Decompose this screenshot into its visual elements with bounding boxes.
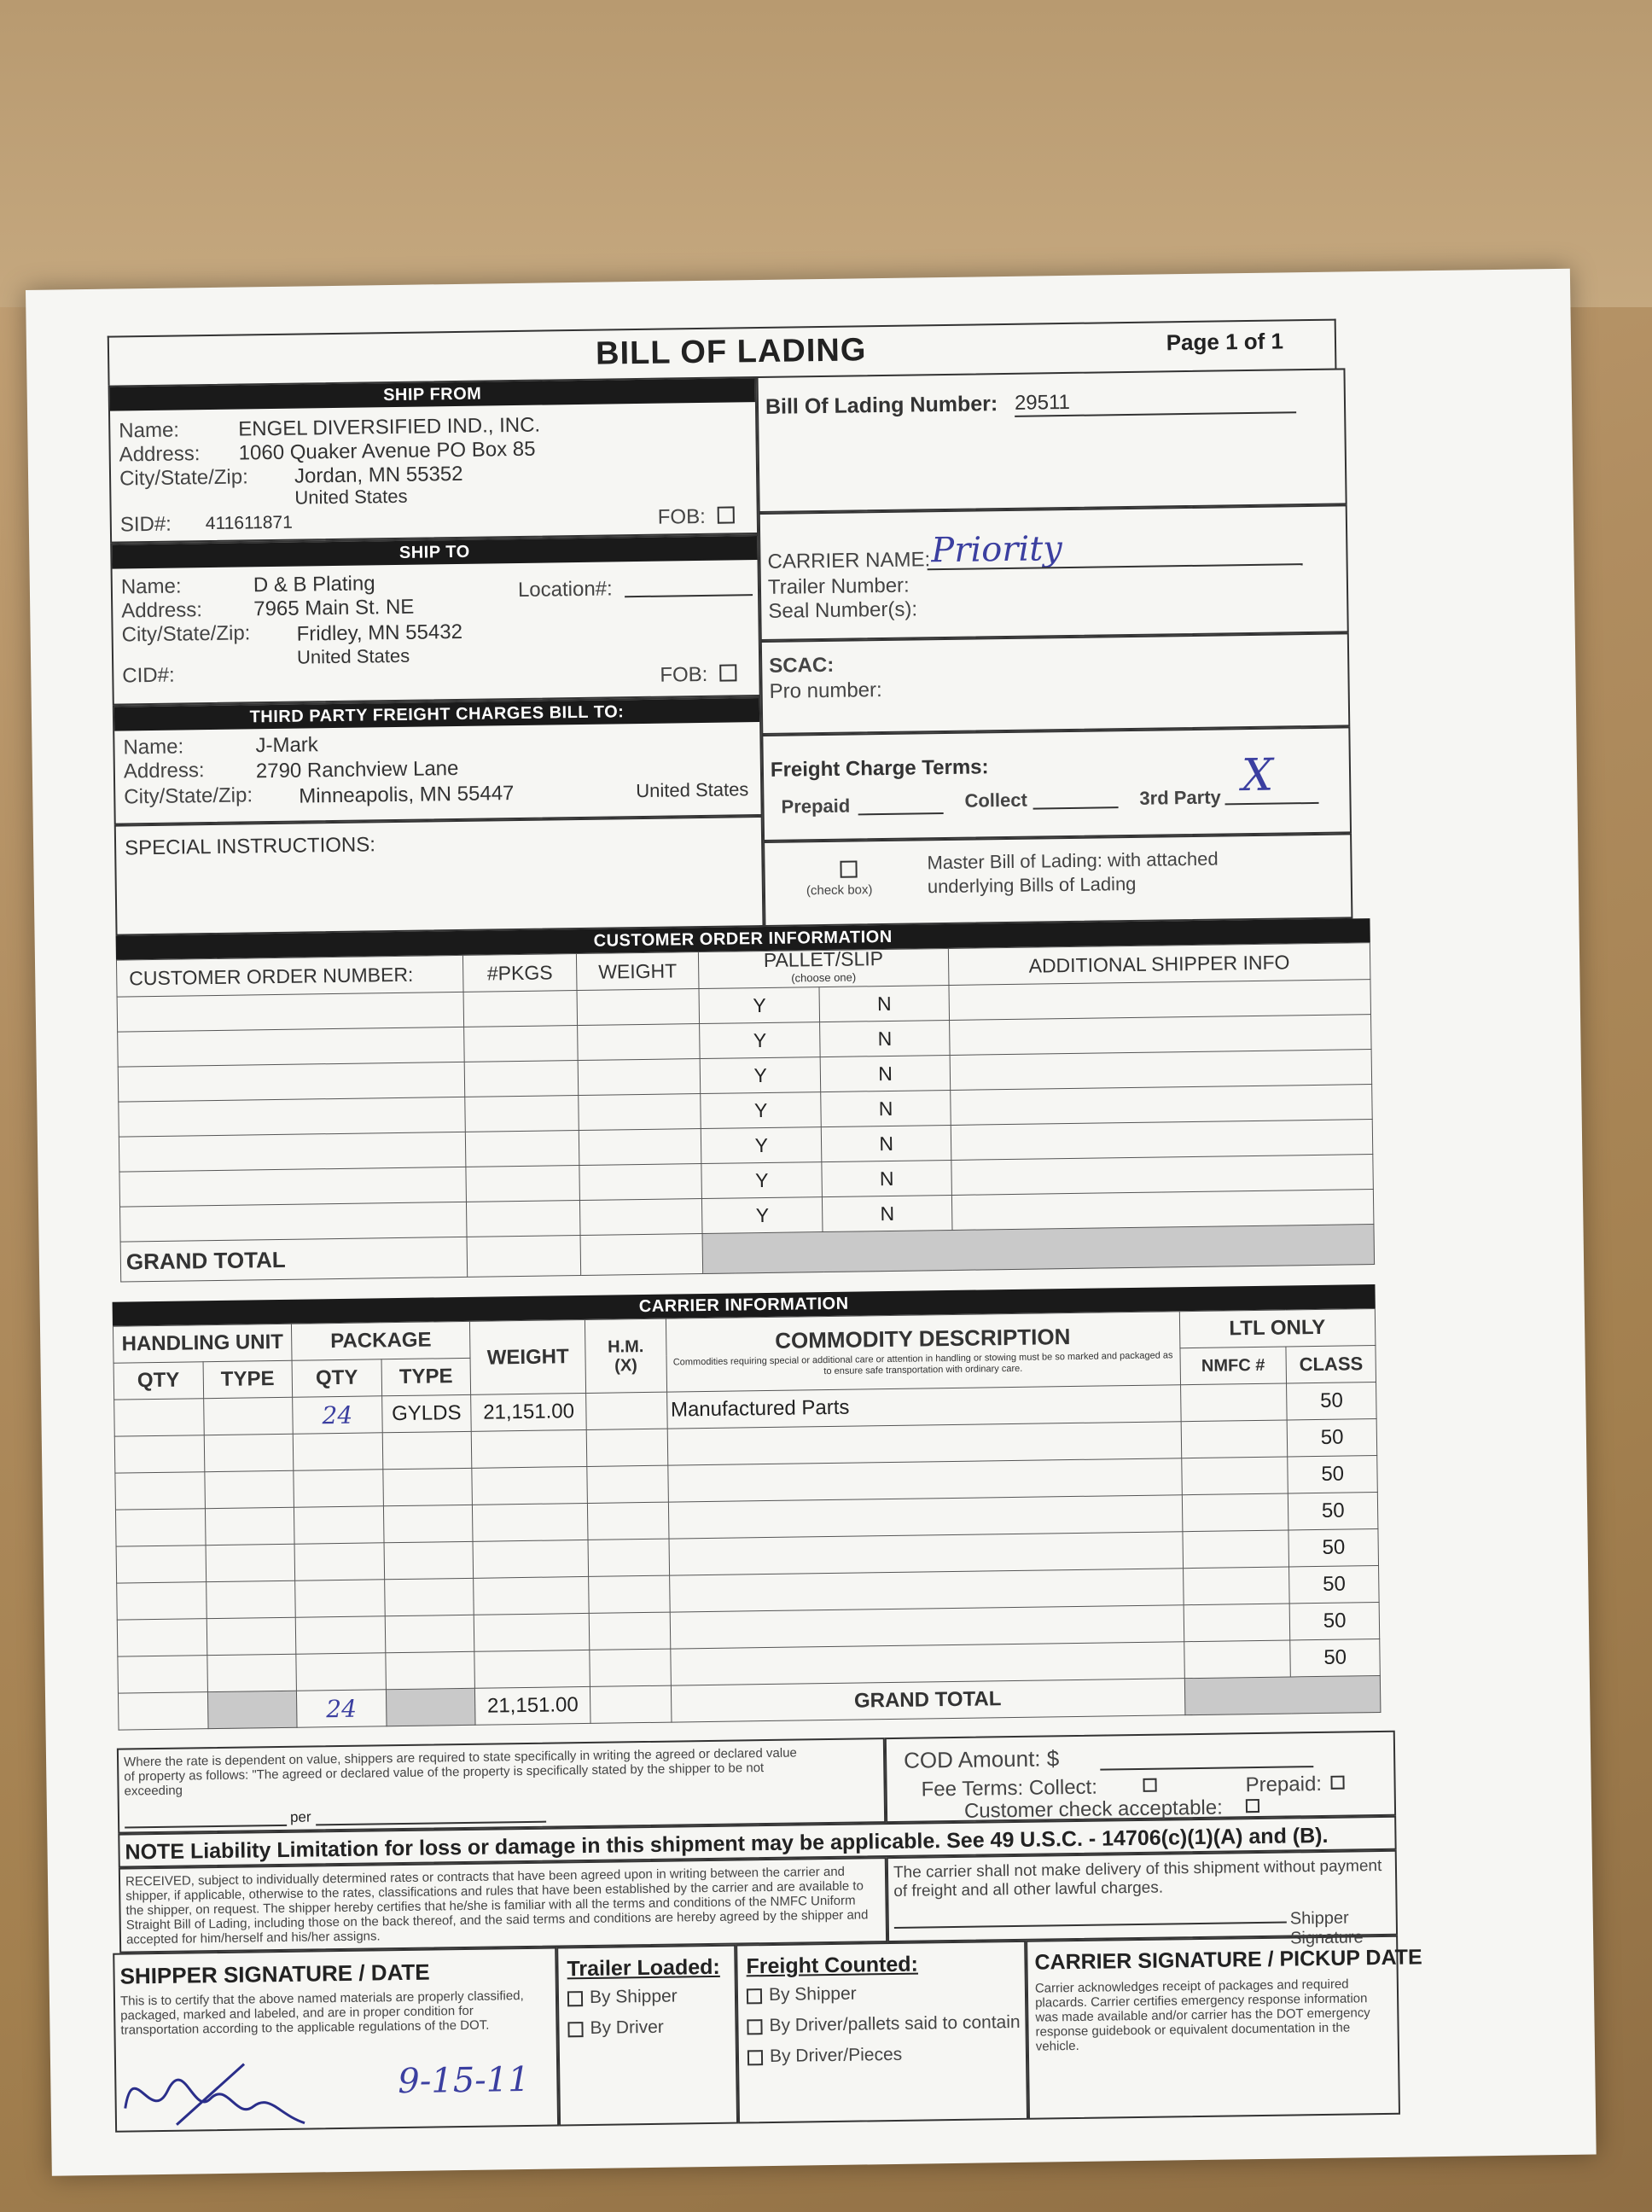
pallet-yes[interactable]: Y [701, 1092, 822, 1129]
weight-cell[interactable] [577, 989, 700, 1026]
hu-type-header: TYPE [203, 1360, 293, 1398]
hm-cell[interactable] [586, 1429, 667, 1466]
shipper-signature-title: SHIPPER SIGNATURE / DATE [119, 1959, 430, 1989]
pkg-type-cell[interactable]: GYLDS [381, 1394, 471, 1432]
pkg-qty-cell[interactable] [296, 1653, 386, 1691]
pkg-type-cell[interactable] [384, 1578, 474, 1615]
ship-to-name: D & B Plating [253, 572, 375, 597]
counted-by-shipper-label: By Shipper [768, 1983, 857, 2005]
pallet-no[interactable]: N [821, 1090, 951, 1126]
shipper-signature-section [113, 1947, 559, 2133]
order-number-cell[interactable] [118, 1027, 465, 1067]
pkg-qty-cell[interactable] [294, 1470, 383, 1507]
hu-type-cell[interactable] [206, 1617, 296, 1655]
special-instructions-section [114, 816, 765, 936]
hm-cell[interactable] [588, 1502, 669, 1540]
bill-of-lading-sheet [26, 269, 1597, 2176]
total-pkgs-cell[interactable] [467, 1236, 581, 1278]
weight-cell[interactable] [578, 1024, 701, 1061]
carrier-signature-section [1026, 1936, 1422, 2120]
pkgs-cell[interactable] [464, 1061, 579, 1097]
class-header: CLASS [1286, 1346, 1376, 1383]
pallet-no[interactable]: N [820, 1020, 950, 1057]
received-section [119, 1857, 887, 1953]
nmfc-cell[interactable] [1182, 1493, 1288, 1532]
weight-cell[interactable] [579, 1094, 701, 1131]
cod-section [885, 1731, 1396, 1823]
trailer-loaded-title: Trailer Loaded: [567, 1954, 720, 1982]
pkgs-cell[interactable] [465, 1131, 579, 1167]
hm-cell[interactable] [589, 1612, 670, 1650]
hu-qty-cell[interactable] [114, 1399, 204, 1436]
pkg-qty-cell[interactable] [293, 1433, 382, 1470]
prepaid-label: Prepaid [781, 795, 851, 818]
pkg-type-cell[interactable] [384, 1541, 474, 1579]
grand-total-shaded [702, 1225, 1375, 1274]
pkgs-cell[interactable] [464, 1026, 579, 1062]
hu-qty-cell[interactable] [117, 1582, 206, 1620]
hu-type-cell[interactable] [206, 1654, 296, 1691]
nmfc-cell[interactable] [1184, 1640, 1290, 1679]
cod-amount-label: COD Amount: $ [903, 1745, 1060, 1773]
order-number-cell[interactable] [119, 1097, 466, 1137]
ship-from-section [108, 376, 759, 544]
pallet-yes[interactable]: Y [701, 1162, 823, 1199]
third-party-csz-label: City/State/Zip: [124, 783, 253, 809]
shipper-info-cell[interactable] [951, 1155, 1374, 1196]
carrier-weight-header: WEIGHT [470, 1319, 586, 1394]
pallet-no[interactable]: N [819, 985, 949, 1022]
order-number-cell[interactable] [118, 1062, 465, 1102]
pkg-type-cell[interactable] [385, 1615, 474, 1652]
total-ltl-shaded [1184, 1675, 1381, 1714]
page-indicator: Page 1 of 1 [1166, 328, 1284, 356]
shipper-signature-scribble [116, 2036, 391, 2133]
pkgs-header: #PKGS [462, 954, 577, 992]
pallet-yes[interactable]: Y [699, 987, 820, 1024]
total-hu-qty[interactable] [118, 1692, 207, 1730]
pkg-type-cell[interactable] [382, 1468, 472, 1505]
pkgs-cell[interactable] [465, 1096, 579, 1132]
fee-collect-checkbox[interactable] [1143, 1778, 1156, 1792]
third-party-name: J-Mark [255, 733, 318, 758]
ship-from-country: United States [294, 485, 408, 509]
ship-to-csz: Fridley, MN 55432 [296, 620, 463, 646]
shipper-info-cell[interactable] [949, 1015, 1371, 1056]
trailer-by-shipper-label: By Shipper [589, 1986, 678, 2007]
pkgs-cell[interactable] [466, 1201, 580, 1237]
customer-order-table [116, 942, 1375, 1282]
pallet-no[interactable]: N [823, 1195, 952, 1231]
ship-from-bar: SHIP FROM [110, 378, 755, 411]
total-hm [590, 1685, 672, 1723]
hm-cell[interactable] [588, 1539, 669, 1576]
floor-upper [0, 0, 1652, 307]
counted-by-shipper-checkbox[interactable] [747, 1988, 762, 2004]
pallet-slip-header [698, 948, 948, 988]
class-cell[interactable]: 50 [1288, 1529, 1378, 1567]
carrier-info-table [113, 1308, 1381, 1731]
fee-terms-collect-label: Fee Terms: Collect: [921, 1775, 1098, 1802]
pkg-qty-cell[interactable] [294, 1543, 384, 1580]
ship-to-address-label: Address: [121, 598, 203, 623]
trailer-by-driver-label: By Driver [590, 2017, 664, 2038]
ship-from-name-label: Name: [119, 418, 180, 443]
bol-number-section [756, 368, 1347, 513]
carrier-grand-total-label: GRAND TOTAL [671, 1679, 1184, 1722]
weight-cell[interactable] [579, 1199, 702, 1236]
order-number-cell[interactable] [119, 1132, 466, 1172]
nmfc-cell[interactable] [1181, 1457, 1288, 1495]
weight-cell[interactable] [474, 1613, 590, 1651]
ship-from-name: ENGEL DIVERSIFIED IND., INC. [238, 413, 541, 441]
hu-type-cell[interactable] [206, 1544, 295, 1581]
weight-cell[interactable] [473, 1540, 589, 1578]
collect-label: Collect [964, 789, 1027, 812]
ship-to-address: 7965 Main St. NE [253, 595, 415, 621]
pkg-qty-cell[interactable]: 24 [293, 1396, 382, 1434]
weight-cell[interactable] [473, 1503, 589, 1541]
customer-check-checkbox[interactable] [1246, 1799, 1259, 1813]
additional-shipper-info-header: ADDITIONAL SHIPPER INFO [948, 943, 1370, 986]
carrier-name-section [759, 504, 1349, 641]
pallet-yes[interactable]: Y [701, 1127, 822, 1164]
carrier-info-bar: CARRIER INFORMATION [113, 1284, 1376, 1326]
shipper-signature-line[interactable] [894, 1922, 1287, 1929]
ship-from-address-label: Address: [119, 442, 201, 467]
total-pkg-qty[interactable]: 24 [297, 1690, 387, 1727]
freight-counted-title: Freight Counted: [746, 1952, 919, 1979]
document-title: BILL OF LADING [595, 332, 867, 372]
location-label: Location#: [517, 577, 613, 602]
freight-terms-section [761, 726, 1352, 841]
customer-order-bar: CUSTOMER ORDER INFORMATION [116, 918, 1370, 960]
nmfc-cell[interactable] [1180, 1383, 1287, 1422]
customer-order-number-header: CUSTOMER ORDER NUMBER: [116, 955, 463, 997]
bol-number-label: Bill Of Lading Number: [765, 392, 998, 419]
pallet-no[interactable]: N [822, 1160, 951, 1196]
order-number-cell[interactable] [120, 1202, 468, 1242]
ship-from-fob-checkbox[interactable] [718, 506, 735, 523]
carrier-signature-title: CARRIER SIGNATURE / PICKUP DATE [1034, 1945, 1422, 1975]
weight-cell[interactable] [471, 1429, 587, 1468]
hu-qty-header: QTY [113, 1362, 203, 1400]
trailer-by-shipper-checkbox[interactable] [567, 1991, 583, 2006]
declared-value-section [117, 1738, 886, 1834]
scac-label: SCAC: [769, 653, 835, 678]
ship-to-csz-label: City/State/Zip: [121, 621, 251, 647]
third-party-terms-label: 3rd Party [1139, 786, 1221, 809]
third-party-mark: X [1241, 749, 1274, 802]
ship-to-country: United States [296, 644, 410, 668]
cid-label: CID#: [122, 663, 175, 688]
carrier-name-label: CARRIER NAME: [767, 548, 931, 573]
hm-header [585, 1318, 667, 1393]
order-number-cell[interactable] [117, 992, 464, 1032]
third-party-address: 2790 Ranchview Lane [255, 756, 459, 783]
weight-cell[interactable] [578, 1059, 701, 1096]
hu-qty-cell[interactable] [114, 1435, 204, 1473]
third-party-line[interactable] [1225, 802, 1319, 806]
weight-header: WEIGHT [576, 952, 699, 991]
nmfc-cell[interactable] [1184, 1604, 1290, 1642]
bol-number-value: 29511 [1015, 387, 1296, 417]
pkg-qty-cell[interactable] [295, 1616, 385, 1654]
third-party-bar: THIRD PARTY FREIGHT CHARGES BILL TO: [114, 698, 759, 731]
order-number-cell[interactable] [119, 1167, 467, 1207]
liability-note: NOTE Liability Limitation for loss or damage in this shipment may be applicable. See 49 U.S.C. - 14706(c)(1)(A) and (B). [125, 1823, 1329, 1865]
bol-form [108, 318, 1422, 2102]
collect-line[interactable] [1033, 806, 1119, 809]
counted-by-driver-pallets-checkbox[interactable] [747, 2019, 762, 2034]
freight-counted-section [736, 1941, 1028, 2124]
ship-to-fob-label: FOB: [660, 662, 708, 687]
hm-cell[interactable] [589, 1575, 670, 1613]
received-text: RECEIVED, subject to individually determined rates or contracts that have been agreed upon in writing between the carrier and shipper, if applicable, otherwise to the rates, classifications and rules that have been established by the carrier and are available to the shipper, on request. The shipper hereby certifies that he/she is familiar with all the terms and conditions of the NMFC Uniform Straight Bill of Lading, including those on the back thereof, and the said terms and conditions are hereby agreed by the shipper and accepted for him/herself and his/her assigns. [125, 1864, 869, 1947]
customer-order-grand-total: GRAND TOTAL [120, 1237, 468, 1282]
nmfc-cell[interactable] [1181, 1420, 1288, 1458]
per-line[interactable] [316, 1821, 546, 1826]
class-cell[interactable]: 50 [1287, 1382, 1376, 1420]
pkg-type-cell[interactable] [383, 1505, 473, 1542]
total-weight[interactable]: 21,151.00 [475, 1686, 591, 1725]
hu-qty-cell[interactable] [118, 1656, 207, 1693]
hm-cell[interactable] [587, 1465, 668, 1503]
shipper-info-cell[interactable] [949, 980, 1371, 1021]
freight-terms-label: Freight Charge Terms: [770, 755, 989, 782]
pallet-slip-label: PALLET/SLIP [763, 947, 884, 972]
third-party-address-label: Address: [123, 759, 205, 783]
weight-cell[interactable] [474, 1576, 590, 1615]
trailer-by-driver-checkbox[interactable] [567, 2022, 583, 2037]
per-label: per [289, 1808, 311, 1825]
hu-qty-cell[interactable] [117, 1619, 206, 1656]
choose-one-label: (choose one) [791, 970, 857, 985]
sid-label: SID#: [119, 512, 172, 537]
carrier-acknowledgement-text: Carrier acknowledges receipt of packages and required placards. Carrier certifies emergency response information was made available and/or carrier has the DOT emergency response guidebook or equivalent documentation in the vehicle. [1034, 1976, 1370, 2054]
declared-value-text: Where the rate is dependent on value, shippers are required to state specifically in writing the agreed or declared value of property as follows: "The agreed or declared value of the property is specifically stated by the shipper to be not exceeding [123, 1745, 797, 1799]
package-header: PACKAGE [292, 1321, 471, 1360]
hu-qty-cell[interactable] [115, 1472, 205, 1510]
handling-unit-header: HANDLING UNIT [113, 1324, 292, 1363]
pkgs-cell[interactable] [463, 991, 578, 1027]
trailer-loaded-section [556, 1945, 738, 2127]
total-pkg-type-shaded [386, 1688, 475, 1726]
weight-cell[interactable] [472, 1466, 588, 1505]
master-bol-section [763, 833, 1352, 927]
third-party-csz: Minneapolis, MN 55447 [299, 782, 515, 808]
hu-qty-cell[interactable] [116, 1545, 206, 1583]
class-cell[interactable]: 50 [1290, 1639, 1380, 1677]
hm-x-label: (X) [614, 1355, 638, 1375]
master-bol-text: Master Bill of Lading: with attached underlying Bills of Lading [927, 847, 1219, 898]
sid-value: 411611871 [205, 512, 293, 534]
hu-type-cell[interactable] [205, 1507, 294, 1545]
fee-terms-prepaid-label: Prepaid: [1245, 1772, 1323, 1797]
class-cell[interactable]: 50 [1288, 1456, 1377, 1493]
ship-from-csz: Jordan, MN 55352 [294, 462, 463, 488]
prepaid-line[interactable] [858, 812, 944, 815]
trailer-number-label: Trailer Number: [767, 573, 910, 599]
pallet-yes[interactable]: Y [701, 1197, 823, 1234]
customer-check-label: Customer check acceptable: [963, 1796, 1223, 1823]
hm-cell[interactable] [586, 1392, 667, 1429]
ship-from-fob-label: FOB: [657, 504, 706, 529]
class-cell[interactable]: 50 [1288, 1493, 1378, 1530]
ship-to-section [110, 534, 761, 706]
weight-cell[interactable] [579, 1164, 702, 1201]
check-box-label: (check box) [806, 882, 873, 899]
ship-to-name-label: Name: [120, 574, 182, 599]
seal-number-label: Seal Number(s): [768, 597, 918, 623]
master-bol-checkbox[interactable] [840, 860, 857, 877]
counted-by-driver-pieces-checkbox[interactable] [747, 2050, 763, 2065]
shipper-certification-text: This is to certify that the above named materials are properly classified, packaged, marked and labeled, and are in proper condition for transportation according to the applicable regulations of the DOT. [119, 1988, 524, 2038]
pro-number-label: Pro number: [769, 678, 882, 703]
hu-type-cell[interactable] [206, 1580, 295, 1618]
ship-to-fob-checkbox[interactable] [719, 664, 736, 681]
ship-from-address: 1060 Quaker Avenue PO Box 85 [238, 437, 536, 465]
weight-cell[interactable] [579, 1129, 701, 1166]
pkgs-cell[interactable] [466, 1166, 580, 1202]
commodity-cell[interactable]: Manufactured Parts [666, 1385, 1180, 1429]
pallet-no[interactable]: N [822, 1125, 951, 1161]
shipper-info-cell[interactable] [950, 1050, 1372, 1091]
special-instructions-label: SPECIAL INSTRUCTIONS: [124, 833, 376, 860]
scac-section [760, 632, 1350, 735]
cod-amount-line[interactable] [1100, 1766, 1313, 1770]
third-party-section [113, 696, 763, 825]
third-party-country: United States [636, 778, 749, 802]
class-cell[interactable]: 50 [1289, 1566, 1379, 1604]
delivery-section [887, 1850, 1398, 1948]
shipper-signature-date: 9-15-11 [398, 2059, 530, 2102]
shipper-info-cell[interactable] [951, 1120, 1373, 1161]
pkg-type-header: TYPE [381, 1358, 471, 1395]
ltl-only-header: LTL ONLY [1179, 1309, 1376, 1348]
carrier-name-handwritten: Priority [931, 529, 1063, 571]
weight-cell[interactable]: 21,151.00 [471, 1393, 587, 1431]
ship-from-csz-label: City/State/Zip: [119, 465, 248, 491]
class-cell[interactable]: 50 [1290, 1603, 1380, 1640]
hu-type-cell[interactable] [203, 1397, 293, 1435]
value-line[interactable] [125, 1825, 287, 1829]
hu-type-cell[interactable] [204, 1470, 294, 1508]
shipper-signature-label: Shipper Signature [1289, 1908, 1364, 1948]
class-cell[interactable]: 50 [1288, 1419, 1377, 1457]
pkg-qty-header: QTY [292, 1359, 381, 1397]
pkg-type-cell[interactable] [385, 1651, 474, 1689]
hu-type-cell[interactable] [204, 1434, 294, 1471]
ship-to-bar: SHIP TO [112, 536, 757, 569]
hu-qty-cell[interactable] [115, 1509, 205, 1546]
shipper-info-cell[interactable] [951, 1190, 1374, 1231]
pkg-qty-cell[interactable] [294, 1506, 384, 1544]
hm-label: H.M. [607, 1336, 644, 1357]
nmfc-cell[interactable] [1182, 1530, 1288, 1569]
pkg-type-cell[interactable] [382, 1431, 472, 1469]
counted-by-driver-pieces-label: By Driver/Pieces [769, 2044, 903, 2067]
commodity-header [666, 1312, 1180, 1392]
total-hu-type-shaded [207, 1691, 297, 1728]
third-party-name-label: Name: [123, 735, 184, 760]
pallet-yes[interactable]: Y [700, 1057, 821, 1094]
commodity-note: Commodities requiring special or additional care or attention in handling or stowing must be so marked and packaged as to ensure safe transportation with ordinary care. [672, 1350, 1173, 1377]
hm-cell[interactable] [590, 1649, 671, 1686]
weight-cell[interactable] [474, 1650, 590, 1688]
nmfc-header: NMFC # [1179, 1347, 1286, 1385]
pallet-no[interactable]: N [821, 1055, 951, 1091]
pkg-qty-cell[interactable] [295, 1580, 385, 1617]
shipper-info-cell[interactable] [950, 1085, 1372, 1126]
fee-prepaid-checkbox[interactable] [1330, 1776, 1344, 1790]
counted-by-driver-pallets-label: By Driver/pallets said to contain [769, 2011, 1021, 2036]
commodity-title: COMMODITY DESCRIPTION [775, 1324, 1071, 1353]
nmfc-cell[interactable] [1183, 1567, 1289, 1605]
pallet-yes[interactable]: Y [700, 1022, 821, 1059]
carrier-delivery-text: The carrier shall not make delivery of this shipment without payment of freight and all other lawful charges. [893, 1856, 1382, 1901]
location-line [625, 594, 753, 597]
total-weight-cell[interactable] [580, 1234, 703, 1276]
